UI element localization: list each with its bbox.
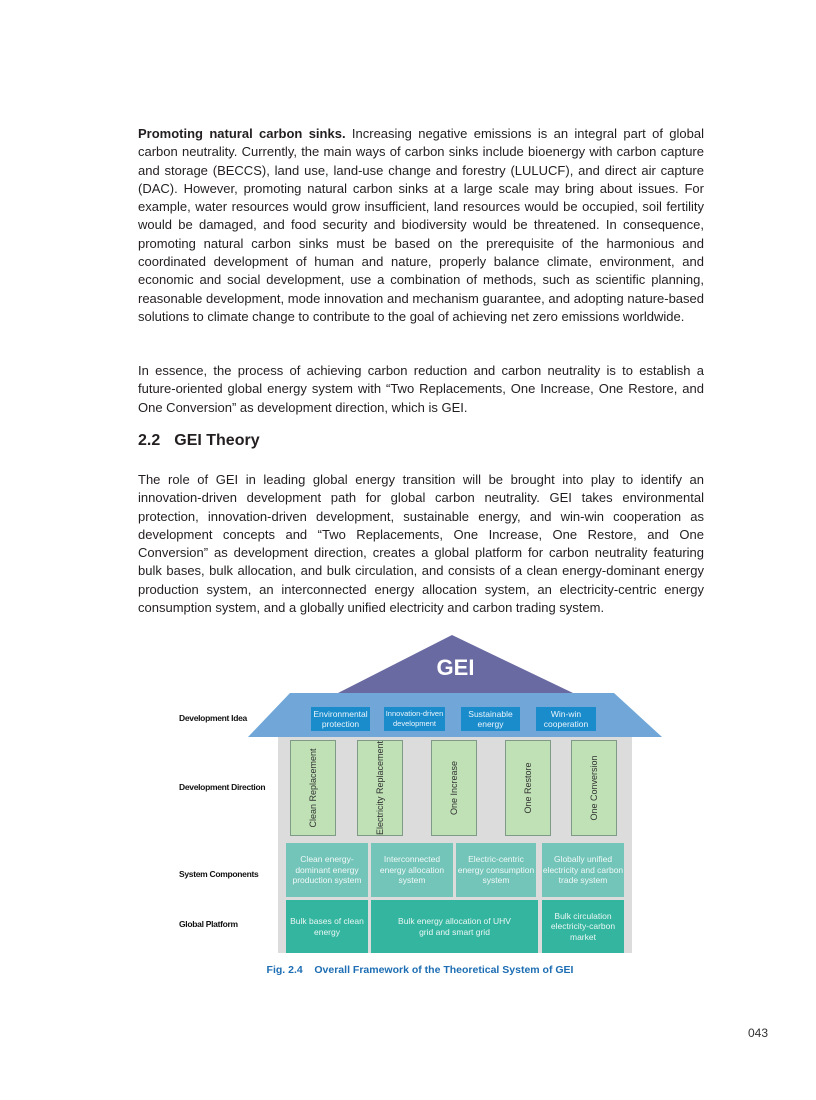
paragraph-gei-role: The role of GEI in leading global energy transition will be brought into play to identify an innovation-driven development path for global carbon neutrality. GEI takes environmental protection, innovation-driven development, sustainable energy, and win-win cooperation as development concepts and “Two Replacements, One Increase, One Restore, and One Conversion” as development direction, creates a global platform for carbon neutrality featuring bulk bases, bulk allocation, and bulk circulation, and consists of a clean energy-dominant energy production system, an interconnected energy allocation system, an electricity-centric energy consumption system, and a globally unified electricity and carbon trading system. (138, 472, 704, 616)
paragraph-essence: In essence, the process of achieving carbon reduction and carbon neutrality is to establish a future-oriented global energy system with “Two Replacements, One Increase, One Restore, and One Conversion” as development direction, which is GEI. (138, 363, 704, 415)
component-box: Clean energy-dominant energy production system (286, 843, 368, 897)
row-label-direction: Development Direction (179, 782, 266, 792)
component-box: Globally unified electricity and carbon trade system (542, 843, 624, 897)
direction-pillar (357, 740, 403, 836)
page-number: 043 (748, 1026, 769, 1040)
idea-box: Win-win cooperation (536, 707, 596, 731)
roof-title: GEI (436, 655, 475, 680)
component-box: Interconnected energy allocation system (371, 843, 453, 897)
row-label-components: System Components (179, 869, 259, 879)
row-label-platform: Global Platform (179, 919, 238, 929)
section-number: 2.2 (138, 432, 161, 449)
platform-box: Bulk energy allocation of UHV grid and smart grid (371, 900, 538, 953)
direction-pillar (505, 740, 551, 836)
idea-box: Sustainable energy (461, 707, 520, 731)
direction-pillar (290, 740, 336, 836)
platform-box: Bulk bases of clean energy (286, 900, 368, 953)
pillar-label: One Restore (523, 762, 533, 814)
pillar-label: Clean Replacement (308, 748, 318, 828)
paragraph-lead: Promoting natural carbon sinks. (138, 126, 346, 141)
figure-caption: Fig. 2.4 Overall Framework of the Theoretical System of GEI (266, 964, 574, 976)
idea-box: Innovation-driven development (384, 707, 445, 731)
component-box: Electric-centric energy consumption system (456, 843, 536, 897)
direction-pillar (571, 740, 617, 836)
row-label-idea: Development Idea (179, 713, 247, 723)
paragraph-body: Increasing negative emissions is an integral part of global carbon neutrality. Currently, the main ways of carbon sinks include bioenergy with carbon capture and storage (BECCS), land use, land-use change and forestry (LULUCF), and direct air capture (DAC). However, promoting natural carbon sinks at a large scale may bring about issues. For example, water resources would grow insufficient, land resources would be occupied, soil fertility would be damaged, and food security and biodiversity would be threatened. In consequence, promoting natural carbon sinks must be based on the prerequisite of the harmonious and coordinated development of human and nature, properly balance climate, environment, and economic and social development, use a combination of methods, such as scientific planning, reasonable development, mode innovation and mechanism guarantee, and adopting nature-based solutions to climate change to contribute to the goal of achieving net zero emissions worldwide. (138, 126, 704, 324)
section-title: GEI Theory (174, 432, 260, 449)
direction-pillar (431, 740, 477, 836)
platform-box: Bulk circulation electricity-carbon market (542, 900, 624, 953)
idea-box: Environmental protection (311, 707, 370, 731)
pillar-label: Electricity Replacement (375, 740, 385, 836)
pillar-label: One Conversion (589, 755, 599, 821)
pillar-label: One Increase (449, 760, 459, 816)
